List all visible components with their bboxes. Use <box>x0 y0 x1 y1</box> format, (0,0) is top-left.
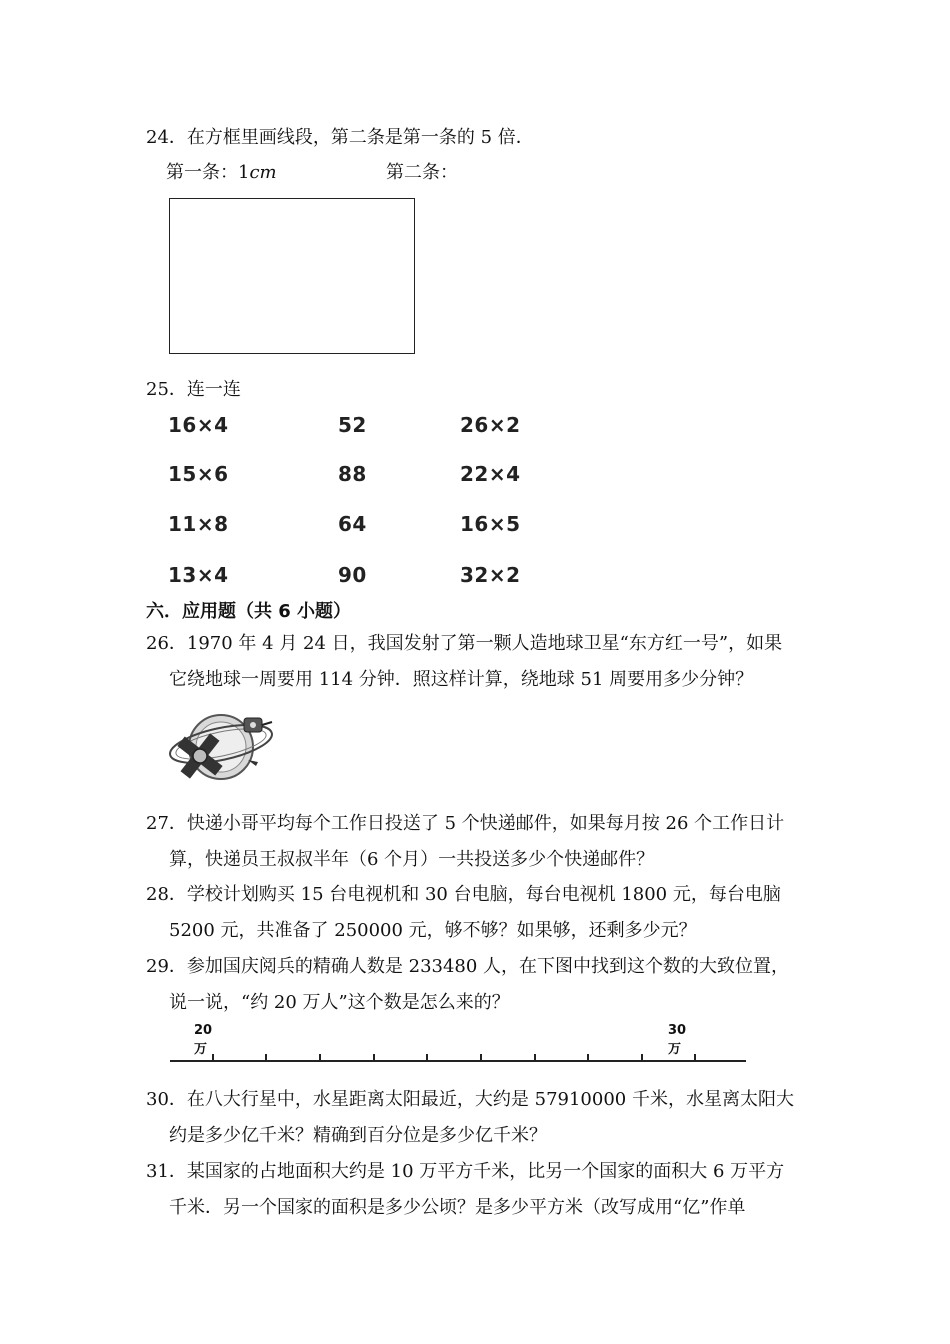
q28-text-line1: 28．学校计划购买 15 台电视机和 30 台电脑，每台电视机 1800 元，每台电脑 <box>146 884 781 905</box>
q25-title: 25．连一连 <box>146 379 241 400</box>
satellite-illustration <box>166 702 278 788</box>
q24-first-label-text: 第一条：1 <box>166 162 250 183</box>
number-line-right-label: 30万 <box>668 1023 687 1057</box>
number-line-left-label: 20万 <box>194 1023 213 1057</box>
q27-text-line2: 算，快递员王叔叔半年（6 个月）一共投送多少个快递邮件？ <box>169 849 655 870</box>
q25-left-item[interactable]: 11×8 <box>168 512 229 536</box>
section-title: 六．应用题（共 6 小题） <box>146 601 352 622</box>
q25-middle-item[interactable]: 90 <box>338 563 367 587</box>
q29-text-line1: 29．参加国庆阅兵的精确人数是 233480 人，在下图中找到这个数的大致位置， <box>146 956 790 977</box>
q26-text-line1: 26．1970 年 4 月 24 日，我国发射了第一颗人造地球卫星“东方红一号”，如果 <box>146 633 783 654</box>
q31-text-line2: 千米．另一个国家的面积是多少公顷？是多少平方米（改写成用“亿”作单 <box>169 1197 746 1218</box>
q24-second-segment-label: 第二条： <box>386 162 458 183</box>
q24-text: 24．在方框里画线段，第二条是第一条的 5 倍． <box>146 127 534 148</box>
q27-text-line1: 27．快递小哥平均每个工作日投送了 5 个快递邮件，如果每月按 26 个工作日计 <box>146 813 785 834</box>
q24-drawing-box[interactable] <box>169 198 415 354</box>
q30-text-line2: 约是多少亿千米？精确到百分位是多少亿千米？ <box>169 1125 547 1146</box>
q25-right-item[interactable]: 16×5 <box>460 512 521 536</box>
q25-left-item[interactable]: 15×6 <box>168 462 229 486</box>
q25-left-item[interactable]: 16×4 <box>168 413 229 437</box>
q25-right-item[interactable]: 26×2 <box>460 413 521 437</box>
q31-text-line1: 31．某国家的占地面积大约是 10 万平方千米，比另一个国家的面积大 6 万平方 <box>146 1161 785 1182</box>
q24-unit: cm <box>249 162 277 183</box>
q25-middle-item[interactable]: 64 <box>338 512 367 536</box>
q28-text-line2: 5200 元，共准备了 250000 元，够不够？如果够，还剩多少元？ <box>169 920 697 941</box>
q25-left-item[interactable]: 13×4 <box>168 563 229 587</box>
q25-middle-item[interactable]: 52 <box>338 413 367 437</box>
q25-middle-item[interactable]: 88 <box>338 462 367 486</box>
q25-right-item[interactable]: 32×2 <box>460 563 521 587</box>
q29-text-line2: 说一说，“约 20 万人”这个数是怎么来的？ <box>169 992 510 1013</box>
number-line-axis <box>170 1023 750 1071</box>
q30-text-line1: 30．在八大行星中，水星距离太阳最近，大约是 57910000 千米，水星离太阳大 <box>146 1089 794 1110</box>
q24-first-segment-label <box>166 162 277 184</box>
q25-right-item[interactable]: 22×4 <box>460 462 521 486</box>
q26-text-line2: 它绕地球一周要用 114 分钟．照这样计算，绕地球 51 周要用多少分钟？ <box>169 669 754 690</box>
